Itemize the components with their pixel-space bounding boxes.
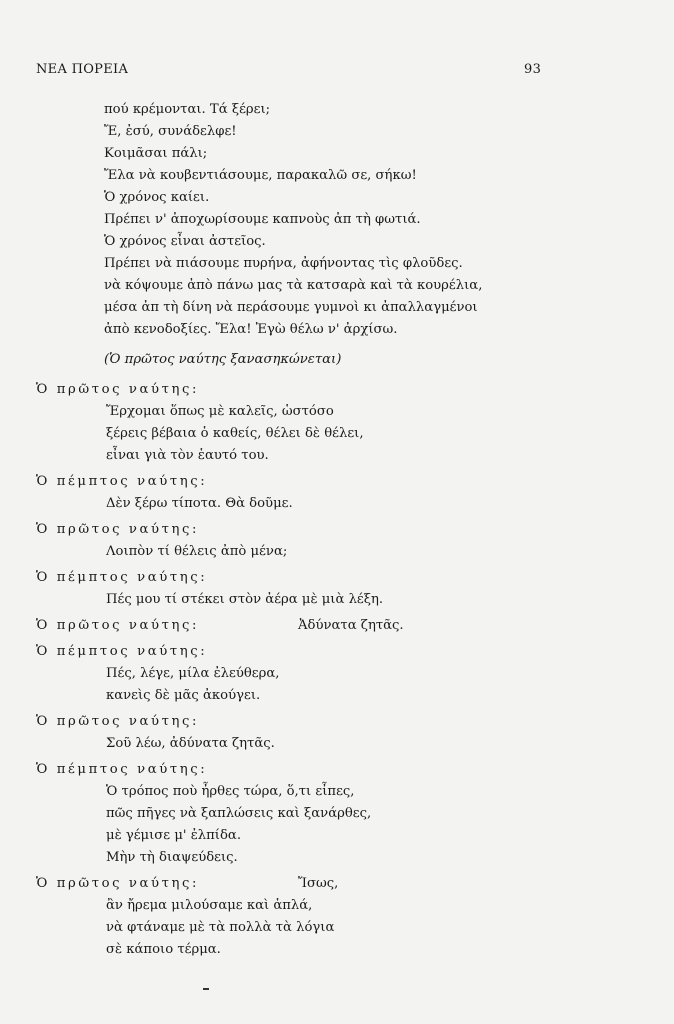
verse-line: Ἔλα νὰ κουβεντιάσουμε, παρακαλῶ σε, σήκω! — [104, 168, 417, 183]
speaker-label: Ὁ πρῶτος ναύτης: — [36, 522, 200, 537]
verse-line: ἀπὸ κενοδοξίες. Ἔλα! Ἐγὼ θέλω ν' ἀρχίσω. — [104, 322, 398, 337]
speech-line: Ὁ τρόπος ποὺ ἦρθες τώρα, ὅ,τι εἶπες, — [106, 784, 355, 799]
speaker-label: Ὁ πέμπτος ναύτης: — [36, 570, 208, 585]
speech-line: πῶς πῆγες νὰ ξαπλώσεις καὶ ξανάρθες, — [106, 806, 372, 821]
verse-line: νὰ κόψουμε ἀπὸ πάνω μας τὰ κατσαρὰ καὶ τὰ κουρέλια, — [104, 278, 483, 293]
speaker-label: Ὁ πρῶτος ναύτης: — [36, 714, 200, 729]
speaker-label: Ὁ πρῶτος ναύτης: — [36, 618, 200, 633]
verse-line: Πρέπει νὰ πιάσουμε πυρήνα, ἀφήνοντας τὶς φλοῦδες. — [104, 256, 463, 271]
page-number: 93 — [524, 62, 542, 77]
speech-line: μὲ γέμισε μ' ἐλπίδα. — [106, 828, 242, 843]
speech-line: Λοιπὸν τί θέλεις ἀπὸ μένα; — [106, 544, 288, 559]
verse-line: Ὁ χρόνος εἶναι ἀστεῖος. — [104, 234, 266, 249]
speech-line: ξέρεις βέβαια ὁ καθείς, θέλει δὲ θέλει, — [106, 426, 364, 441]
verse-line: πού κρέμονται. Τά ξέρει; — [104, 102, 271, 117]
speech-line: Ἴσως, — [298, 876, 339, 891]
running-head-title: ΝΕΑ ΠΟΡΕΙΑ — [36, 62, 129, 77]
speech-line: Πές, λέγε, μίλα ἐλεύθερα, — [106, 666, 280, 681]
speech-line: Δὲν ξέρω τίποτα. Θὰ δοῦμε. — [106, 496, 293, 511]
ink-speck — [203, 988, 209, 990]
speaker-label: Ὁ πέμπτος ναύτης: — [36, 762, 208, 777]
speech-line: κανεὶς δὲ μᾶς ἀκούγει. — [106, 688, 261, 703]
speaker-label: Ὁ πέμπτος ναύτης: — [36, 644, 208, 659]
verse-line: Ὁ χρόνος καίει. — [104, 190, 210, 205]
speech-line: Ἔρχομαι ὅπως μὲ καλεῖς, ὡστόσο — [106, 404, 334, 419]
verse-line: μέσα ἀπ τὴ δίνη νὰ περάσουμε γυμνοὶ κι ἀπαλλαγμένοι — [104, 300, 478, 315]
speech-line: Μὴν τὴ διαψεύδεις. — [106, 850, 238, 865]
speech-line: σὲ κάποιο τέρμα. — [106, 942, 221, 957]
verse-line: Κοιμᾶσαι πάλι; — [104, 146, 208, 161]
speech-line: νὰ φτάναμε μὲ τὰ πολλὰ τὰ λόγια — [106, 920, 335, 935]
speech-line: Σοῦ λέω, ἀδύνατα ζητᾶς. — [106, 736, 275, 751]
speech-line: Ἀδύνατα ζητᾶς. — [298, 618, 404, 633]
speaker-label: Ὁ πέμπτος ναύτης: — [36, 474, 208, 489]
speech-line: Πές μου τί στέκει στὸν ἀέρα μὲ μιὰ λέξη. — [106, 592, 384, 607]
speech-line: εἶναι γιὰ τὸν ἑαυτό του. — [106, 448, 269, 463]
speaker-label: Ὁ πρῶτος ναύτης: — [36, 382, 200, 397]
verse-line: Πρέπει ν' ἀποχωρίσουμε καπνοὺς ἀπ τὴ φωτιά. — [104, 212, 421, 227]
speech-line: ἂν ἤρεμα μιλούσαμε καὶ ἁπλά, — [106, 898, 313, 913]
stage-direction: (Ὁ πρῶτος ναύτης ξανασηκώνεται) — [104, 352, 342, 367]
speaker-label: Ὁ πρῶτος ναύτης: — [36, 876, 200, 891]
verse-line: Ἔ, ἐσύ, συνάδελφε! — [104, 124, 237, 139]
